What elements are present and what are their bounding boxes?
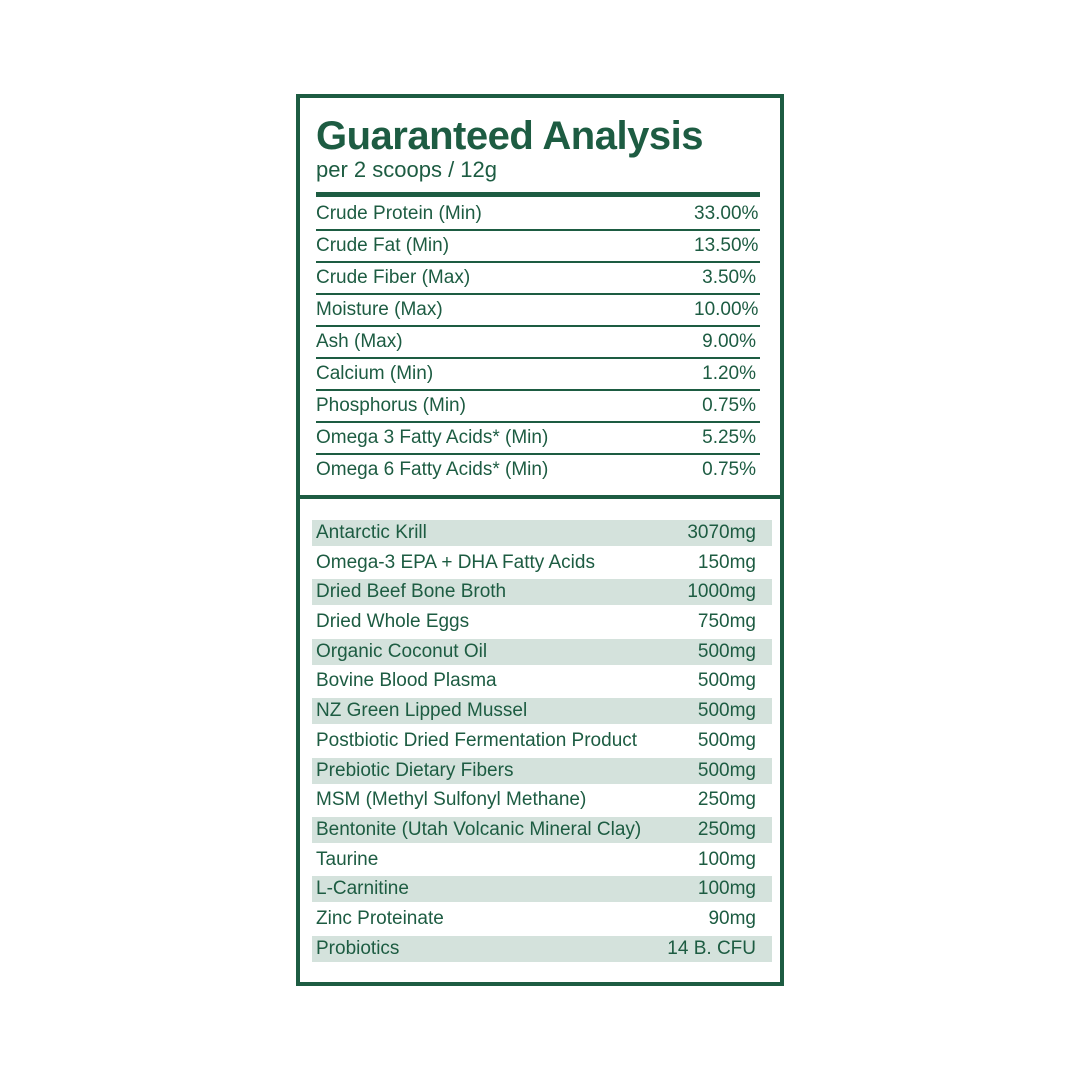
- table-row: [316, 327, 760, 359]
- panel-title: Guaranteed Analysis: [316, 114, 703, 158]
- ingredient-label: Probiotics: [316, 937, 400, 959]
- ingredient-label: Bovine Blood Plasma: [316, 670, 497, 692]
- ingredient-amount: 100mg: [697, 848, 756, 870]
- nutrient-label: Crude Fiber (Max): [316, 267, 471, 288]
- serving-size: per 2 scoops / 12g: [316, 157, 498, 182]
- ingredient-amount: 500mg: [697, 640, 756, 662]
- ingredient-amount: 250mg: [697, 789, 756, 811]
- nutrient-value: 10.00%: [694, 299, 759, 320]
- list-item: [312, 758, 772, 784]
- table-row: [316, 263, 760, 295]
- nutrient-label: Crude Protein (Min): [316, 203, 482, 224]
- ingredient-label: Bentonite (Utah Volcanic Mineral Clay): [316, 818, 642, 840]
- list-item: [312, 698, 772, 724]
- list-item: [312, 936, 772, 962]
- ingredient-label: L-Carnitine: [316, 878, 409, 900]
- nutrient-label: Moisture (Max): [316, 299, 443, 320]
- nutrient-label: Omega 6 Fatty Acids* (Min): [316, 459, 549, 480]
- list-item: [312, 876, 772, 902]
- nutrient-value: 0.75%: [702, 395, 756, 416]
- ingredient-label: NZ Green Lipped Mussel: [316, 700, 528, 722]
- ingredient-amount: 1000mg: [687, 581, 756, 603]
- ingredient-label: Zinc Proteinate: [316, 907, 444, 929]
- nutrient-value: 5.25%: [702, 427, 756, 448]
- section-divider: [300, 495, 780, 499]
- list-item: [312, 550, 772, 576]
- list-item: [312, 609, 772, 635]
- ingredient-amount: 150mg: [697, 551, 756, 573]
- list-item: [312, 579, 772, 605]
- ingredient-label: Organic Coconut Oil: [316, 640, 488, 662]
- ingredient-label: Dried Beef Bone Broth: [316, 581, 507, 603]
- list-item: [312, 817, 772, 843]
- title-rule: [316, 192, 760, 197]
- ingredient-label: Dried Whole Eggs: [316, 611, 470, 633]
- ingredient-label: Prebiotic Dietary Fibers: [316, 759, 514, 781]
- nutrient-label: Omega 3 Fatty Acids* (Min): [316, 427, 549, 448]
- nutrient-label: Crude Fat (Min): [316, 235, 450, 256]
- ingredient-amount: 100mg: [697, 878, 756, 900]
- list-item: [312, 639, 772, 665]
- ingredients-table: [312, 520, 772, 965]
- ingredient-amount: 500mg: [697, 700, 756, 722]
- ingredient-label: Omega-3 EPA + DHA Fatty Acids: [316, 551, 595, 573]
- ingredient-label: MSM (Methyl Sulfonyl Methane): [316, 789, 587, 811]
- list-item: [312, 787, 772, 813]
- ingredient-amount: 3070mg: [687, 522, 756, 543]
- nutrient-label: Ash (Max): [316, 331, 403, 352]
- guaranteed-analysis-table: [316, 199, 760, 485]
- nutrient-value: 13.50%: [694, 235, 759, 256]
- table-row: [316, 199, 760, 231]
- ingredient-amount: 500mg: [697, 670, 756, 692]
- ingredient-label: Taurine: [316, 848, 379, 870]
- ingredient-label: Postbiotic Dried Fermentation Product: [316, 729, 638, 751]
- table-row: [316, 359, 760, 391]
- ingredient-amount: 90mg: [708, 907, 756, 929]
- guaranteed-analysis-panel: [296, 94, 784, 986]
- table-row: [316, 295, 760, 327]
- ingredient-label: Antarctic Krill: [316, 522, 427, 543]
- nutrient-value: 9.00%: [702, 331, 756, 352]
- table-row: [316, 455, 760, 485]
- ingredient-amount: 750mg: [697, 611, 756, 633]
- table-row: [316, 391, 760, 423]
- table-row: [316, 231, 760, 263]
- list-item: [312, 728, 772, 754]
- list-item: [312, 520, 772, 546]
- ingredient-amount: 250mg: [697, 818, 756, 840]
- ingredient-amount: 500mg: [697, 759, 756, 781]
- nutrient-value: 33.00%: [694, 203, 759, 224]
- nutrient-label: Calcium (Min): [316, 363, 434, 384]
- nutrient-value: 0.75%: [702, 459, 756, 480]
- list-item: [312, 668, 772, 694]
- ingredient-amount: 500mg: [697, 729, 756, 751]
- nutrient-value: 1.20%: [702, 363, 756, 384]
- nutrient-label: Phosphorus (Min): [316, 395, 466, 416]
- table-row: [316, 423, 760, 455]
- nutrient-value: 3.50%: [702, 267, 756, 288]
- list-item: [312, 847, 772, 873]
- ingredient-amount: 14 B. CFU: [667, 937, 756, 959]
- list-item: [312, 906, 772, 932]
